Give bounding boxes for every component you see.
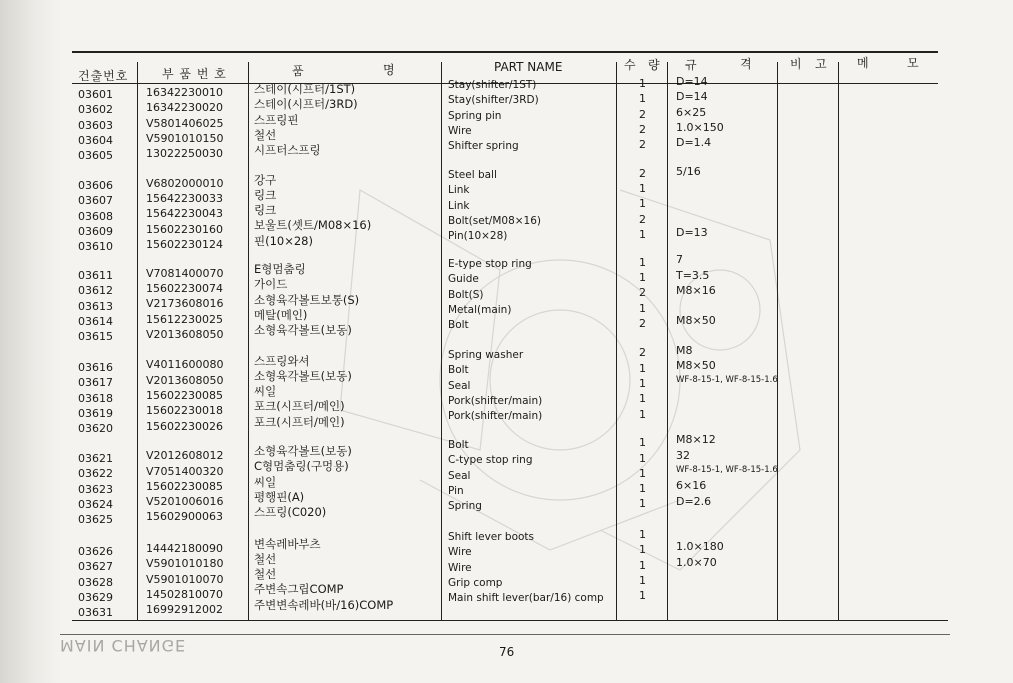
cell-spec: 32 <box>676 448 690 462</box>
cell-ko: 스프링(C020) <box>254 505 327 520</box>
cell-code: 03608 <box>78 209 113 223</box>
cell-spec: M8 <box>676 343 693 357</box>
cell-en: Bolt <box>448 319 469 332</box>
cell-part: V5201006016 <box>146 495 224 509</box>
cell-ko: 링크 <box>254 203 277 218</box>
cell-en: Bolt <box>448 364 469 377</box>
cell-qty: 1 <box>639 77 646 90</box>
cell-en: Guide <box>448 273 479 286</box>
cell-part: 15602230074 <box>146 281 223 295</box>
cell-en: Seal <box>448 379 471 392</box>
cell-en: Steel ball <box>448 169 497 181</box>
header-spec-1: 규 <box>685 58 698 72</box>
cell-spec: M8×12 <box>676 433 716 447</box>
cell-spec: WF-8-15-1, WF-8-15-1.6 <box>676 375 778 386</box>
column-divider <box>616 62 617 620</box>
cell-code: 03607 <box>78 194 113 208</box>
cell-code: 03614 <box>78 314 113 328</box>
cell-code: 03610 <box>78 240 113 254</box>
cell-ko: 링크 <box>254 187 277 202</box>
cell-en: Shift lever boots <box>448 531 535 543</box>
cell-en: Spring washer <box>448 349 524 361</box>
cell-part: V7081400070 <box>146 266 224 280</box>
cell-part: V2013608050 <box>146 327 224 341</box>
cell-qty: 2 <box>639 346 646 360</box>
cell-en: Wire <box>448 561 472 574</box>
cell-en: Main shift lever(bar/16) comp <box>448 592 604 605</box>
cell-part: 15602230018 <box>146 404 223 418</box>
cell-code: 03613 <box>78 299 113 313</box>
cell-part: V5901010070 <box>146 572 224 586</box>
header-memo-2: 모 <box>907 56 920 70</box>
page-footer-rule <box>60 634 950 635</box>
cell-part: V5901010150 <box>146 131 224 145</box>
cell-code: 03622 <box>78 467 113 481</box>
cell-qty: 2 <box>639 166 646 180</box>
cell-ko: 철선 <box>254 127 277 142</box>
cell-spec: 1.0×150 <box>676 120 724 134</box>
cell-code: 03629 <box>78 590 113 604</box>
cell-ko: 스프링핀 <box>254 112 299 127</box>
cell-qty: 1 <box>639 482 646 496</box>
cell-spec: 6×25 <box>676 105 707 119</box>
cell-code: 03609 <box>78 224 113 238</box>
column-divider <box>667 62 668 620</box>
cell-qty: 1 <box>639 407 646 421</box>
cell-ko: 보울트(셋트/M08×16) <box>254 218 372 233</box>
header-name-ko-1: 품 <box>292 64 305 78</box>
cell-spec: 7 <box>676 253 683 267</box>
cell-part: 15602230085 <box>146 389 223 402</box>
cell-qty: 1 <box>639 301 646 315</box>
header-memo-1: 메 <box>857 56 870 70</box>
cell-part: V6802000010 <box>146 176 224 190</box>
cell-spec: WF-8-15-1, WF-8-15-1.6 <box>676 465 778 475</box>
bleed-through-text: MAIN CHANGE <box>60 636 187 655</box>
cell-qty: 1 <box>639 528 646 541</box>
cell-part: 15602230124 <box>146 238 223 251</box>
cell-spec: 1.0×70 <box>676 555 717 569</box>
cell-en: Spring pin <box>448 109 502 122</box>
cell-spec: 1.0×180 <box>676 540 724 554</box>
cell-spec: D=14 <box>676 75 708 88</box>
cell-en: Seal <box>448 469 471 482</box>
column-divider <box>777 62 778 620</box>
cell-qty: 1 <box>639 558 646 572</box>
cell-qty: 1 <box>639 436 646 450</box>
cell-spec: M8×50 <box>676 314 716 328</box>
cell-en: Pork(shifter/main) <box>448 394 543 407</box>
cell-ko: 변속레바부츠 <box>254 536 321 551</box>
cell-qty: 1 <box>639 92 646 106</box>
cell-code: 03620 <box>78 422 113 436</box>
header-remark-2: 고 <box>815 57 828 71</box>
cell-code: 03611 <box>78 269 113 282</box>
cell-code: 03618 <box>78 391 113 405</box>
cell-code: 03617 <box>78 376 113 390</box>
cell-spec: 6×16 <box>676 479 707 493</box>
cell-en: Wire <box>448 546 472 559</box>
cell-qty: 2 <box>639 212 646 226</box>
cell-qty: 1 <box>639 270 646 284</box>
cell-code: 03627 <box>78 560 113 574</box>
cell-en: E-type stop ring <box>448 258 532 270</box>
header-code: 건출번호 <box>78 69 129 83</box>
cell-code: 03621 <box>78 452 113 465</box>
cell-part: V2013608050 <box>146 373 224 387</box>
cell-ko: 소형육각볼트(보동) <box>254 323 352 338</box>
cell-part: 15642230033 <box>146 192 223 206</box>
page-edge-shadow <box>0 0 60 683</box>
cell-ko: 소형육각볼트(보동) <box>254 368 352 383</box>
cell-ko: 강구 <box>254 172 277 187</box>
cell-part: 15602900063 <box>146 510 223 524</box>
cell-spec: D=1.4 <box>676 136 712 150</box>
cell-part: 15642230043 <box>146 207 223 221</box>
cell-qty: 1 <box>639 377 646 390</box>
cell-qty: 1 <box>639 451 646 465</box>
cell-part: 15602230026 <box>146 419 223 433</box>
header-name-ko-2: 명 <box>383 63 396 77</box>
cell-code: 03601 <box>78 88 113 101</box>
cell-qty: 2 <box>639 107 646 121</box>
cell-qty: 1 <box>639 543 646 557</box>
cell-en: C-type stop ring <box>448 454 533 467</box>
cell-code: 03612 <box>78 284 113 298</box>
cell-en: Stay(shifter/1ST) <box>448 79 537 91</box>
cell-code: 03631 <box>78 606 113 620</box>
page-number: 76 <box>499 645 515 659</box>
cell-en: Shifter spring <box>448 140 519 153</box>
cell-qty: 1 <box>639 182 646 196</box>
cell-en: Bolt <box>448 439 469 451</box>
header-spec-2: 격 <box>740 57 753 71</box>
cell-qty: 2 <box>639 286 646 300</box>
cell-code: 03602 <box>78 103 113 117</box>
cell-ko: 소형육각볼트(보동) <box>254 444 352 458</box>
cell-part: 14502810070 <box>146 587 223 601</box>
cell-part: V2173608016 <box>146 297 224 311</box>
cell-ko: 씨일 <box>254 384 277 399</box>
header-part-name: PART NAME <box>494 60 563 74</box>
cell-en: Bolt(S) <box>448 288 484 301</box>
cell-code: 03606 <box>78 179 113 192</box>
cell-code: 03623 <box>78 482 113 496</box>
cell-en: Stay(shifter/3RD) <box>448 94 539 107</box>
cell-qty: 1 <box>639 197 646 211</box>
cell-en: Pork(shifter/main) <box>448 410 543 423</box>
cell-part: V5801406025 <box>146 116 224 130</box>
cell-en: Metal(main) <box>448 303 512 316</box>
header-qty-2: 량 <box>648 58 661 72</box>
cell-part: 14442180090 <box>146 542 223 555</box>
cell-spec: M8×50 <box>676 359 716 373</box>
cell-spec: M8×16 <box>676 283 716 297</box>
cell-ko: 주변변속레바(바/16)COMP <box>254 597 394 612</box>
cell-qty: 1 <box>639 573 646 587</box>
cell-en: Pin(10×28) <box>448 230 508 243</box>
cell-en: Bolt(set/M08×16) <box>448 214 542 227</box>
cell-ko: 포크(시프터/메인) <box>254 414 345 429</box>
table-top-rule <box>72 51 938 53</box>
cell-qty: 1 <box>639 466 646 480</box>
cell-ko: 핀(10×28) <box>254 233 313 248</box>
cell-spec: D=14 <box>676 90 708 104</box>
cell-code: 03616 <box>78 361 113 374</box>
cell-part: 15602230160 <box>146 222 223 236</box>
cell-ko: 소형육각볼트보통(S) <box>254 292 360 307</box>
cell-spec: D=13 <box>676 225 708 239</box>
cell-ko: 메탈(메인) <box>254 307 308 322</box>
cell-part: V5901010180 <box>146 557 224 571</box>
cell-qty: 1 <box>639 392 646 406</box>
cell-spec: 5/16 <box>676 164 701 178</box>
column-divider <box>838 62 839 620</box>
cell-en: Pin <box>448 484 464 497</box>
cell-part: V2012608012 <box>146 449 224 463</box>
cell-spec: T=3.5 <box>676 268 710 282</box>
cell-ko: 평행핀(A) <box>254 489 305 504</box>
cell-ko: E형멈춤링 <box>254 262 306 276</box>
cell-ko: 철선 <box>254 551 277 566</box>
cell-part: V4011600080 <box>146 358 224 372</box>
cell-qty: 1 <box>639 361 646 375</box>
column-divider <box>137 62 138 620</box>
column-divider <box>248 62 249 620</box>
cell-en: Wire <box>448 124 472 137</box>
header-remark-1: 비 <box>790 57 803 71</box>
cell-qty: 1 <box>639 497 646 511</box>
cell-ko: 스테이(시프터/3RD) <box>254 97 358 112</box>
cell-code: 03628 <box>78 575 113 589</box>
cell-part: 16342230020 <box>146 101 223 115</box>
cell-code: 03605 <box>78 149 113 163</box>
column-divider <box>441 62 442 620</box>
table-bottom-rule <box>72 620 948 621</box>
cell-code: 03615 <box>78 330 113 344</box>
cell-ko: 철선 <box>254 567 277 582</box>
cell-ko: 스테이(시프터/1ST) <box>254 82 356 96</box>
cell-part: 15612230025 <box>146 312 223 326</box>
cell-ko: 포크(시프터/메인) <box>254 399 345 414</box>
cell-ko: C형멈춤링(구멍용) <box>254 459 349 474</box>
cell-code: 03625 <box>78 513 113 527</box>
cell-qty: 1 <box>639 589 646 603</box>
cell-ko: 스프링와셔 <box>254 353 310 368</box>
cell-part: 16992912002 <box>146 603 223 617</box>
cell-part: 15602230085 <box>146 479 223 493</box>
cell-ko: 시프터스프링 <box>254 143 321 158</box>
cell-ko: 가이드 <box>254 277 288 292</box>
cell-part: 16342230010 <box>146 86 223 99</box>
cell-code: 03624 <box>78 497 113 511</box>
cell-ko: 주변속그립COMP <box>254 582 344 597</box>
cell-spec: D=2.6 <box>676 494 712 508</box>
cell-qty: 2 <box>639 122 646 136</box>
cell-qty: 2 <box>639 138 646 152</box>
cell-code: 03604 <box>78 133 113 147</box>
cell-code: 03603 <box>78 118 113 132</box>
cell-part: V7051400320 <box>146 464 224 478</box>
cell-qty: 2 <box>639 316 646 330</box>
cell-en: Spring <box>448 500 482 513</box>
cell-code: 03626 <box>78 545 113 558</box>
cell-part: 13022250030 <box>146 147 223 161</box>
header-qty-1: 수 <box>624 58 637 72</box>
cell-qty: 1 <box>639 255 646 269</box>
cell-en: Link <box>448 184 470 197</box>
cell-code: 03619 <box>78 406 113 420</box>
cell-en: Grip comp <box>448 576 503 589</box>
cell-qty: 1 <box>639 228 646 241</box>
cell-ko: 씨일 <box>254 474 277 489</box>
cell-en: Link <box>448 199 470 212</box>
header-part-no: 부 품 번 호 <box>162 67 227 81</box>
